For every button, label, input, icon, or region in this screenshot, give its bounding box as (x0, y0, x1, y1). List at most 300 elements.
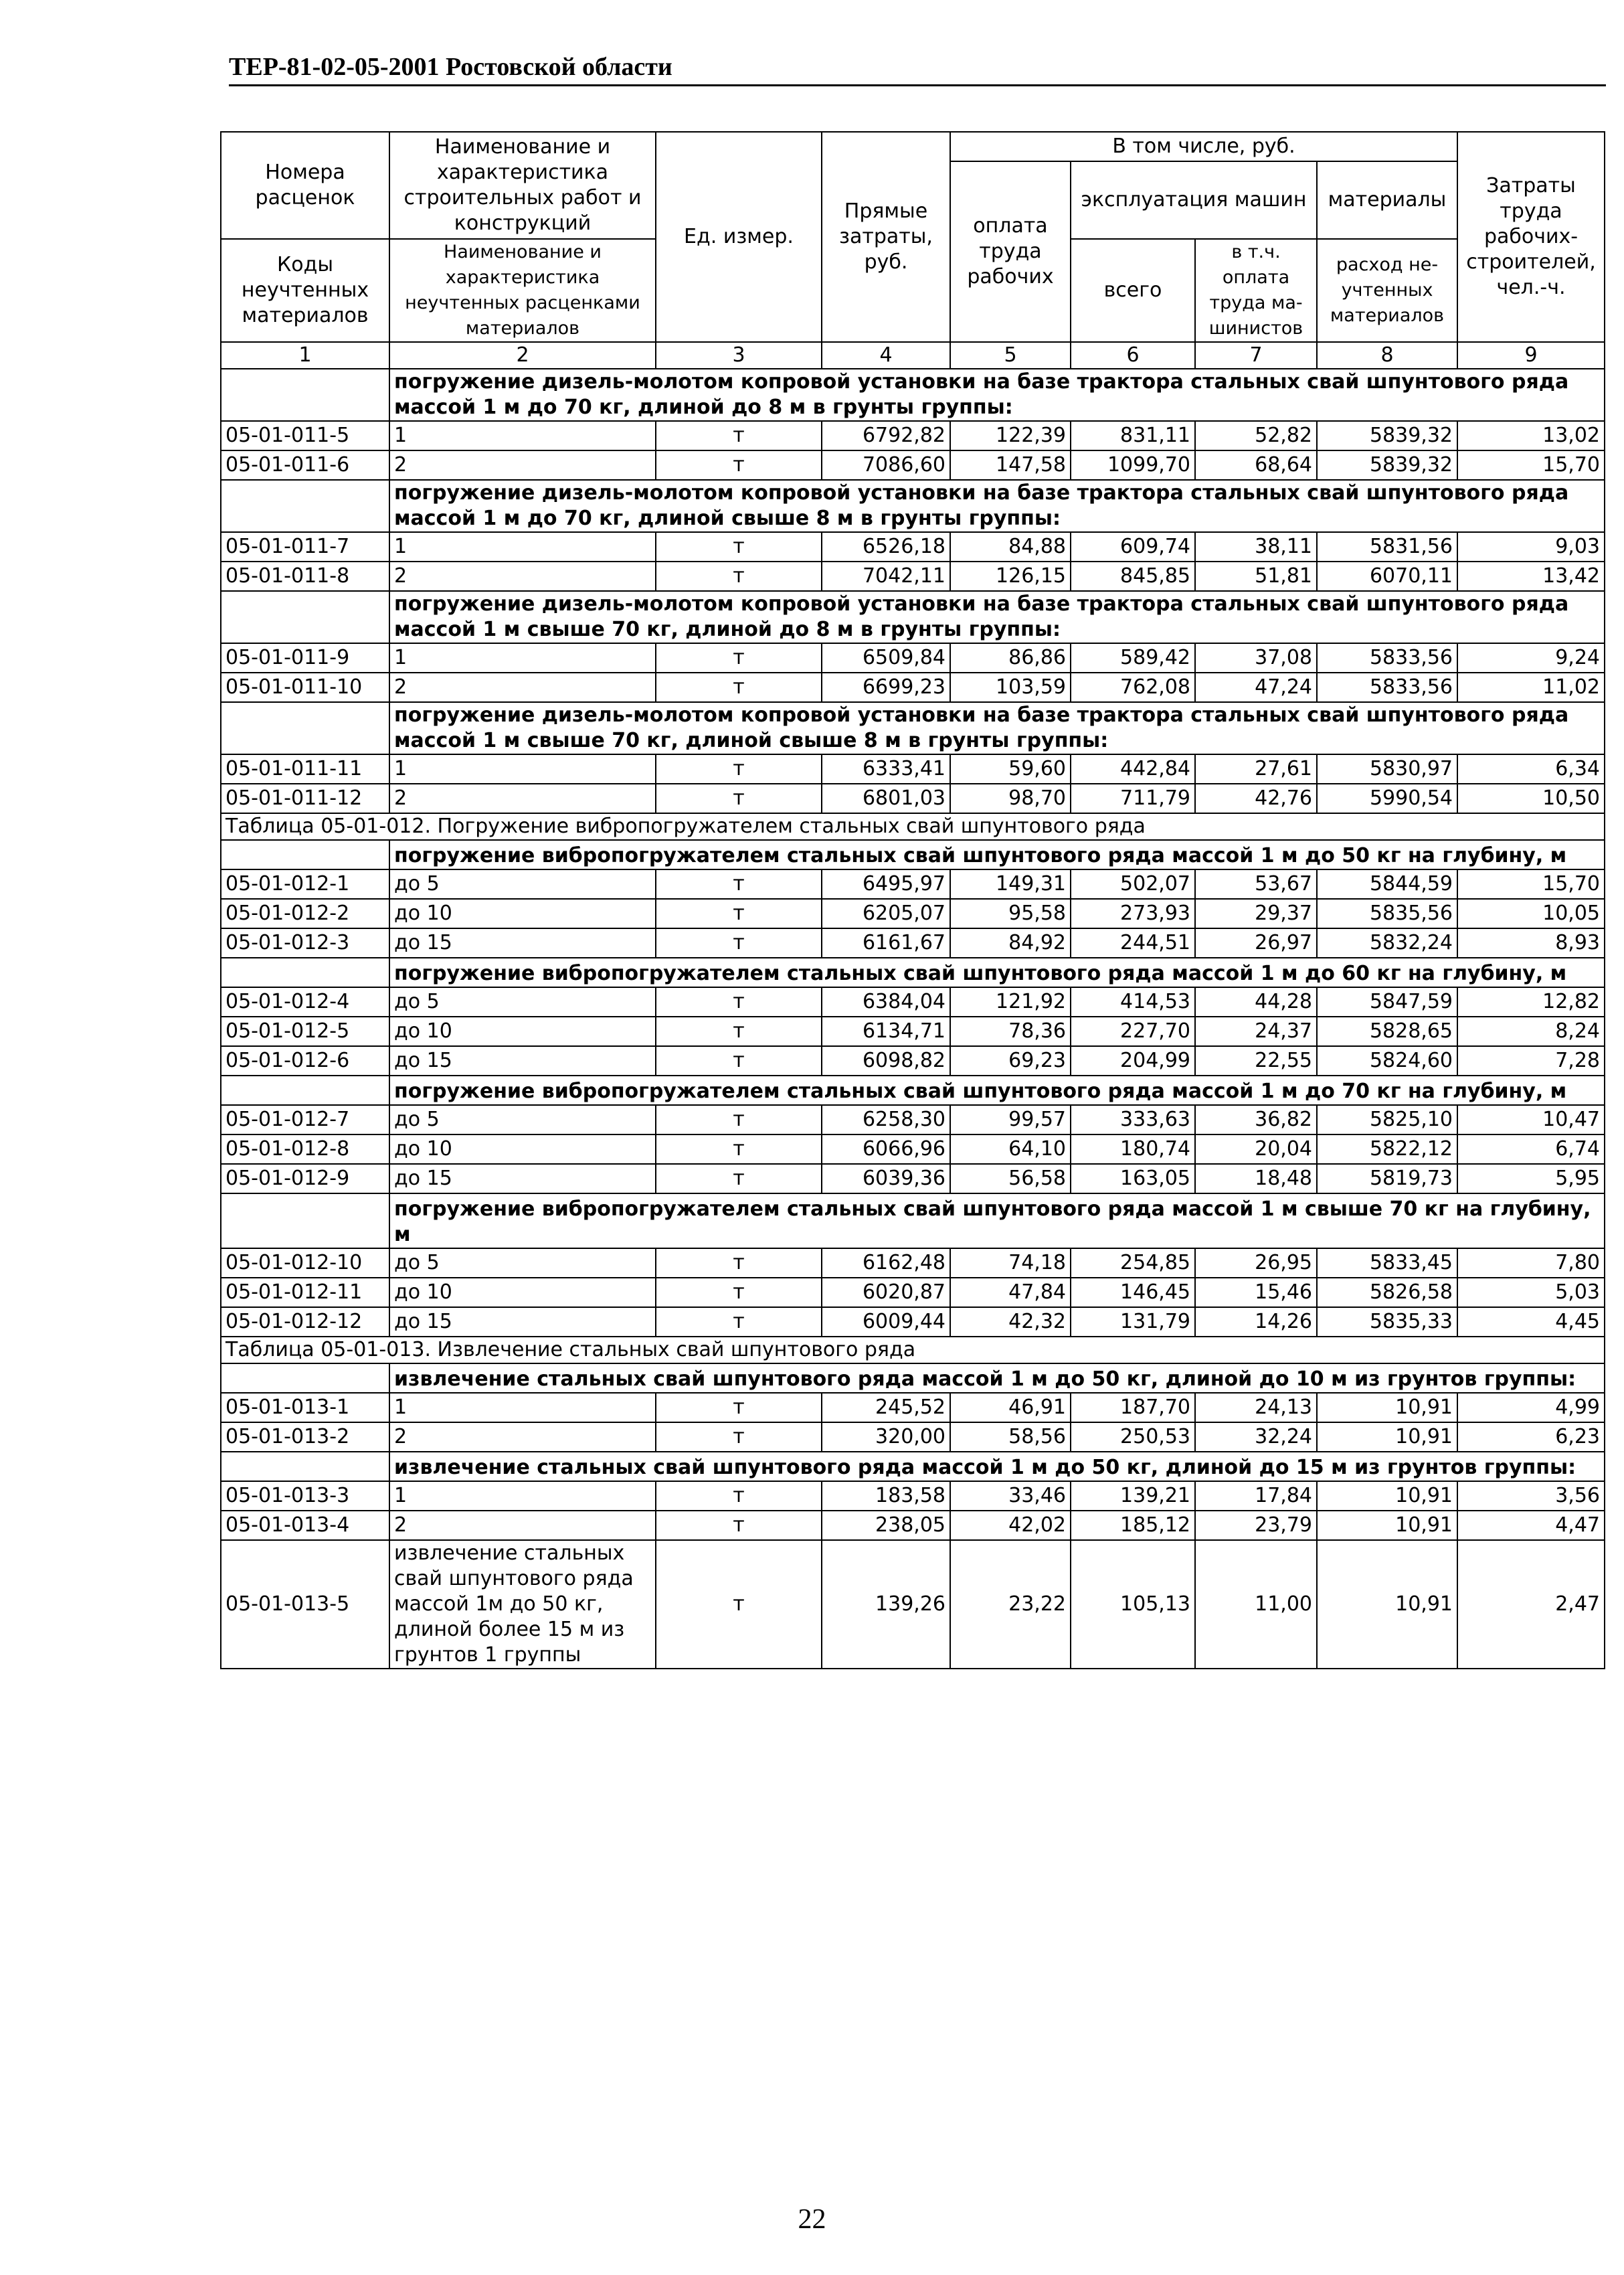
machinists-pay: 47,24 (1195, 673, 1317, 702)
unit: т (656, 1278, 822, 1307)
unit: т (656, 754, 822, 784)
table-row (221, 1481, 1605, 1511)
section-heading-row (221, 369, 1605, 421)
work-description: до 10 (389, 1278, 656, 1307)
section-heading: погружение вибропогружателем стальных свай шпунтового ряда массой 1 м до 60 кг на глубину, м (389, 958, 1605, 987)
table-title: Таблица 05-01-013. Извлечение стальных свай шпунтового ряда (221, 1337, 1605, 1363)
machines-total: 502,07 (1071, 869, 1195, 899)
worker-pay: 58,56 (950, 1422, 1071, 1452)
labor-hours: 3,56 (1457, 1481, 1605, 1511)
section-heading-spacer (221, 369, 389, 421)
material-consumption: 5830,97 (1317, 754, 1457, 784)
machines-total: 273,93 (1071, 899, 1195, 928)
material-consumption: 10,91 (1317, 1393, 1457, 1422)
work-description: 2 (389, 784, 656, 813)
work-description: 2 (389, 562, 656, 591)
work-description: до 5 (389, 987, 656, 1017)
direct-costs: 245,52 (822, 1393, 950, 1422)
worker-pay: 42,02 (950, 1511, 1071, 1540)
material-consumption: 5847,59 (1317, 987, 1457, 1017)
work-description: 1 (389, 1393, 656, 1422)
column-number: 4 (822, 342, 950, 369)
work-description: до 15 (389, 1307, 656, 1337)
table-row (221, 1278, 1605, 1307)
table-row (221, 1164, 1605, 1193)
material-consumption: 5839,32 (1317, 421, 1457, 450)
worker-pay: 59,60 (950, 754, 1071, 784)
material-consumption: 6070,11 (1317, 562, 1457, 591)
material-consumption: 5844,59 (1317, 869, 1457, 899)
work-description: 1 (389, 532, 656, 562)
header-rate-numbers: Номера расценок (221, 132, 389, 239)
rates-table-page (220, 131, 1604, 1669)
worker-pay: 56,58 (950, 1164, 1071, 1193)
material-consumption: 10,91 (1317, 1540, 1457, 1669)
table-012-body (221, 840, 1605, 1337)
machines-total: 180,74 (1071, 1134, 1195, 1164)
machines-total: 762,08 (1071, 673, 1195, 702)
table-013-heading (221, 1337, 1605, 1363)
rate-code: 05-01-012-4 (221, 987, 389, 1017)
labor-hours: 4,45 (1457, 1307, 1605, 1337)
labor-hours: 10,47 (1457, 1105, 1605, 1134)
machinists-pay: 68,64 (1195, 450, 1317, 480)
direct-costs: 183,58 (822, 1481, 950, 1511)
labor-hours: 10,05 (1457, 899, 1605, 928)
table-row (221, 1393, 1605, 1422)
labor-hours: 13,42 (1457, 562, 1605, 591)
section-heading: погружение дизель-молотом копровой установки на базе трактора стальных свай шпунтового ряда массой 1 м свыше 70 кг, длиной свыше 8 м в грунты группы: (389, 702, 1605, 754)
machines-total: 711,79 (1071, 784, 1195, 813)
work-description: 1 (389, 421, 656, 450)
machinists-pay: 20,04 (1195, 1134, 1317, 1164)
header-material-name: Наименование и характеристика неучтенных расценками материалов (389, 239, 656, 342)
column-number: 5 (950, 342, 1071, 369)
unit: т (656, 532, 822, 562)
table-row (221, 1046, 1605, 1076)
header-materials: материалы (1317, 161, 1457, 239)
section-heading: погружение вибропогружателем стальных свай шпунтового ряда массой 1 м до 70 кг на глубину, м (389, 1076, 1605, 1105)
table-row (221, 1422, 1605, 1452)
work-description: 2 (389, 1511, 656, 1540)
direct-costs: 6509,84 (822, 643, 950, 673)
direct-costs: 320,00 (822, 1422, 950, 1452)
section-heading-row (221, 1193, 1605, 1248)
worker-pay: 95,58 (950, 899, 1071, 928)
direct-costs: 6801,03 (822, 784, 950, 813)
table-row (221, 562, 1605, 591)
column-number: 6 (1071, 342, 1195, 369)
machines-total: 185,12 (1071, 1511, 1195, 1540)
table-row (221, 1134, 1605, 1164)
section-heading: погружение дизель-молотом копровой установки на базе трактора стальных свай шпунтового ряда массой 1 м свыше 70 кг, длиной до 8 м в грунты группы: (389, 591, 1605, 643)
unit: т (656, 450, 822, 480)
table-row (221, 928, 1605, 958)
direct-costs: 6205,07 (822, 899, 950, 928)
machinists-pay: 11,00 (1195, 1540, 1317, 1669)
header-labor-costs: Затраты труда рабочих-строителей, чел.-ч. (1457, 132, 1605, 342)
worker-pay: 147,58 (950, 450, 1071, 480)
machines-total: 333,63 (1071, 1105, 1195, 1134)
unit: т (656, 1393, 822, 1422)
labor-hours: 8,24 (1457, 1017, 1605, 1046)
machinists-pay: 29,37 (1195, 899, 1317, 928)
work-description: до 5 (389, 1105, 656, 1134)
rate-code: 05-01-013-2 (221, 1422, 389, 1452)
column-number: 2 (389, 342, 656, 369)
machinists-pay: 17,84 (1195, 1481, 1317, 1511)
machinists-pay: 24,13 (1195, 1393, 1317, 1422)
machinists-pay: 36,82 (1195, 1105, 1317, 1134)
worker-pay: 47,84 (950, 1278, 1071, 1307)
unit: т (656, 1248, 822, 1278)
unit: т (656, 1422, 822, 1452)
section-heading-row (221, 840, 1605, 869)
material-consumption: 5826,58 (1317, 1278, 1457, 1307)
worker-pay: 42,32 (950, 1307, 1071, 1337)
work-description: извлечение стальных свай шпунтового ряда массой 1м до 50 кг, длиной более 15 м из грунтов 1 группы (389, 1540, 656, 1669)
material-consumption: 5990,54 (1317, 784, 1457, 813)
rate-code: 05-01-012-9 (221, 1164, 389, 1193)
unit: т (656, 899, 822, 928)
direct-costs: 6333,41 (822, 754, 950, 784)
labor-hours: 7,80 (1457, 1248, 1605, 1278)
section-heading: извлечение стальных свай шпунтового ряда массой 1 м до 50 кг, длиной до 15 м из грунтов группы: (389, 1452, 1605, 1481)
column-number: 9 (1457, 342, 1605, 369)
rate-code: 05-01-012-8 (221, 1134, 389, 1164)
labor-hours: 6,34 (1457, 754, 1605, 784)
worker-pay: 98,70 (950, 784, 1071, 813)
worker-pay: 86,86 (950, 643, 1071, 673)
worker-pay: 84,88 (950, 532, 1071, 562)
rate-code: 05-01-012-7 (221, 1105, 389, 1134)
machinists-pay: 51,81 (1195, 562, 1317, 591)
machines-total: 831,11 (1071, 421, 1195, 450)
table-row (221, 987, 1605, 1017)
material-consumption: 5835,33 (1317, 1307, 1457, 1337)
direct-costs: 6066,96 (822, 1134, 950, 1164)
rate-code: 05-01-011-5 (221, 421, 389, 450)
unit: т (656, 1540, 822, 1669)
machines-total: 105,13 (1071, 1540, 1195, 1669)
work-description: до 15 (389, 928, 656, 958)
rate-code: 05-01-012-3 (221, 928, 389, 958)
labor-hours: 15,70 (1457, 869, 1605, 899)
rate-code: 05-01-013-4 (221, 1511, 389, 1540)
rate-code: 05-01-011-6 (221, 450, 389, 480)
worker-pay: 78,36 (950, 1017, 1071, 1046)
table-013-body (221, 1363, 1605, 1669)
labor-hours: 2,47 (1457, 1540, 1605, 1669)
machines-total: 254,85 (1071, 1248, 1195, 1278)
work-description: 2 (389, 1422, 656, 1452)
unit: т (656, 784, 822, 813)
rate-code: 05-01-012-2 (221, 899, 389, 928)
work-description: 1 (389, 754, 656, 784)
direct-costs: 6526,18 (822, 532, 950, 562)
unit: т (656, 1017, 822, 1046)
rate-code: 05-01-013-1 (221, 1393, 389, 1422)
material-consumption: 10,91 (1317, 1481, 1457, 1511)
work-description: 1 (389, 1481, 656, 1511)
material-consumption: 5833,56 (1317, 643, 1457, 673)
machines-total: 227,70 (1071, 1017, 1195, 1046)
unit: т (656, 421, 822, 450)
section-heading-row (221, 1076, 1605, 1105)
work-description: 2 (389, 673, 656, 702)
rate-code: 05-01-011-12 (221, 784, 389, 813)
unit: т (656, 869, 822, 899)
direct-costs: 6162,48 (822, 1248, 950, 1278)
header-direct-costs: Прямые затраты, руб. (822, 132, 950, 342)
worker-pay: 149,31 (950, 869, 1071, 899)
rate-code: 05-01-012-10 (221, 1248, 389, 1278)
running-head: ТЕР-81-02-05-2001 Ростовской области (229, 52, 1606, 86)
worker-pay: 69,23 (950, 1046, 1071, 1076)
rate-code: 05-01-011-10 (221, 673, 389, 702)
worker-pay: 126,15 (950, 562, 1071, 591)
direct-costs: 6009,44 (822, 1307, 950, 1337)
unit: т (656, 673, 822, 702)
column-number: 3 (656, 342, 822, 369)
machines-total: 589,42 (1071, 643, 1195, 673)
machinists-pay: 18,48 (1195, 1164, 1317, 1193)
rate-code: 05-01-013-3 (221, 1481, 389, 1511)
material-consumption: 5828,65 (1317, 1017, 1457, 1046)
machines-total: 414,53 (1071, 987, 1195, 1017)
work-description: до 10 (389, 1017, 656, 1046)
section-heading-row (221, 591, 1605, 643)
unit: т (656, 1134, 822, 1164)
section-heading-row (221, 958, 1605, 987)
direct-costs: 6134,71 (822, 1017, 950, 1046)
material-consumption: 5833,56 (1317, 673, 1457, 702)
machines-total: 244,51 (1071, 928, 1195, 958)
material-consumption: 5832,24 (1317, 928, 1457, 958)
work-description: 1 (389, 643, 656, 673)
worker-pay: 99,57 (950, 1105, 1071, 1134)
rate-code: 05-01-012-6 (221, 1046, 389, 1076)
table-011-body (221, 369, 1605, 813)
machines-total: 250,53 (1071, 1422, 1195, 1452)
material-consumption: 10,91 (1317, 1422, 1457, 1452)
worker-pay: 46,91 (950, 1393, 1071, 1422)
section-heading: погружение вибропогружателем стальных свай шпунтового ряда массой 1 м свыше 70 кг на глубину, м (389, 1193, 1605, 1248)
table-row (221, 1017, 1605, 1046)
header-unit: Ед. измер. (656, 132, 822, 342)
work-description: до 5 (389, 869, 656, 899)
labor-hours: 8,93 (1457, 928, 1605, 958)
rate-code: 05-01-011-9 (221, 643, 389, 673)
column-number: 7 (1195, 342, 1317, 369)
section-heading-spacer (221, 1193, 389, 1248)
direct-costs: 6699,23 (822, 673, 950, 702)
unit: т (656, 1307, 822, 1337)
machines-total: 139,21 (1071, 1481, 1195, 1511)
machines-total: 442,84 (1071, 754, 1195, 784)
table-row (221, 869, 1605, 899)
unit: т (656, 1481, 822, 1511)
labor-hours: 6,23 (1457, 1422, 1605, 1452)
section-heading-row (221, 702, 1605, 754)
machines-total: 609,74 (1071, 532, 1195, 562)
table-title: Таблица 05-01-012. Погружение вибропогружателем стальных свай шпунтового ряда (221, 813, 1605, 840)
section-heading-spacer (221, 958, 389, 987)
table-012-heading (221, 813, 1605, 840)
material-consumption: 5822,12 (1317, 1134, 1457, 1164)
rate-code: 05-01-013-5 (221, 1540, 389, 1669)
machinists-pay: 15,46 (1195, 1278, 1317, 1307)
section-heading-spacer (221, 840, 389, 869)
work-description: до 15 (389, 1046, 656, 1076)
direct-costs: 238,05 (822, 1511, 950, 1540)
section-heading-row (221, 1363, 1605, 1393)
work-description: до 10 (389, 1134, 656, 1164)
worker-pay: 84,92 (950, 928, 1071, 958)
machines-total: 146,45 (1071, 1278, 1195, 1307)
material-consumption: 5833,45 (1317, 1248, 1457, 1278)
section-heading-spacer (221, 591, 389, 643)
table-row (221, 673, 1605, 702)
page-number: 22 (798, 2204, 826, 2235)
machines-total: 1099,70 (1071, 450, 1195, 480)
material-consumption: 5819,73 (1317, 1164, 1457, 1193)
machines-total: 845,85 (1071, 562, 1195, 591)
section-heading-row (221, 1452, 1605, 1481)
unit: т (656, 987, 822, 1017)
machinists-pay: 14,26 (1195, 1307, 1317, 1337)
header-including: В том числе, руб. (950, 132, 1457, 161)
machinists-pay: 37,08 (1195, 643, 1317, 673)
labor-hours: 9,03 (1457, 532, 1605, 562)
labor-hours: 4,47 (1457, 1511, 1605, 1540)
machinists-pay: 27,61 (1195, 754, 1317, 784)
table-row (221, 1105, 1605, 1134)
labor-hours: 4,99 (1457, 1393, 1605, 1422)
unit: т (656, 562, 822, 591)
unit: т (656, 928, 822, 958)
labor-hours: 5,03 (1457, 1278, 1605, 1307)
work-description: до 5 (389, 1248, 656, 1278)
material-consumption: 5825,10 (1317, 1105, 1457, 1134)
machinists-pay: 26,97 (1195, 928, 1317, 958)
worker-pay: 64,10 (950, 1134, 1071, 1164)
unit: т (656, 1046, 822, 1076)
machinists-pay: 42,76 (1195, 784, 1317, 813)
machinists-pay: 32,24 (1195, 1422, 1317, 1452)
direct-costs: 7086,60 (822, 450, 950, 480)
section-heading: погружение дизель-молотом копровой установки на базе трактора стальных свай шпунтового ряда массой 1 м до 70 кг, длиной свыше 8 м в грунты группы: (389, 480, 1605, 532)
unit: т (656, 1105, 822, 1134)
work-description: до 15 (389, 1164, 656, 1193)
unit: т (656, 1164, 822, 1193)
rates-table (220, 131, 1605, 1669)
table-row (221, 899, 1605, 928)
section-heading: погружение вибропогружателем стальных свай шпунтового ряда массой 1 м до 50 кг на глубину, м (389, 840, 1605, 869)
direct-costs: 6384,04 (822, 987, 950, 1017)
labor-hours: 12,82 (1457, 987, 1605, 1017)
machines-total: 187,70 (1071, 1393, 1195, 1422)
labor-hours: 6,74 (1457, 1134, 1605, 1164)
work-description: 2 (389, 450, 656, 480)
unit: т (656, 643, 822, 673)
section-heading-spacer (221, 1363, 389, 1393)
machinists-pay: 23,79 (1195, 1511, 1317, 1540)
labor-hours: 9,24 (1457, 643, 1605, 673)
material-consumption: 5824,60 (1317, 1046, 1457, 1076)
section-heading-row (221, 480, 1605, 532)
material-consumption: 5831,56 (1317, 532, 1457, 562)
direct-costs: 6098,82 (822, 1046, 950, 1076)
header-material-codes: Коды неучтенных материалов (221, 239, 389, 342)
section-heading: извлечение стальных свай шпунтового ряда массой 1 м до 50 кг, длиной до 10 м из грунтов группы: (389, 1363, 1605, 1393)
machinists-pay: 53,67 (1195, 869, 1317, 899)
table-header (221, 132, 1605, 369)
header-material-consumption: расход не-учтенных материалов (1317, 239, 1457, 342)
section-heading-spacer (221, 480, 389, 532)
rate-code: 05-01-012-11 (221, 1278, 389, 1307)
section-heading-spacer (221, 1076, 389, 1105)
direct-costs: 6258,30 (822, 1105, 950, 1134)
machinists-pay: 24,37 (1195, 1017, 1317, 1046)
worker-pay: 122,39 (950, 421, 1071, 450)
direct-costs: 7042,11 (822, 562, 950, 591)
unit: т (656, 1511, 822, 1540)
worker-pay: 33,46 (950, 1481, 1071, 1511)
labor-hours: 10,50 (1457, 784, 1605, 813)
header-machinists-pay: в т.ч. оплата труда ма-шинистов (1195, 239, 1317, 342)
labor-hours: 7,28 (1457, 1046, 1605, 1076)
labor-hours: 11,02 (1457, 673, 1605, 702)
direct-costs: 139,26 (822, 1540, 950, 1669)
rate-code: 05-01-011-7 (221, 532, 389, 562)
direct-costs: 6792,82 (822, 421, 950, 450)
table-row (221, 450, 1605, 480)
machines-total: 204,99 (1071, 1046, 1195, 1076)
machinists-pay: 44,28 (1195, 987, 1317, 1017)
table-row (221, 532, 1605, 562)
table-row (221, 754, 1605, 784)
rate-code: 05-01-012-12 (221, 1307, 389, 1337)
machinists-pay: 26,95 (1195, 1248, 1317, 1278)
direct-costs: 6161,67 (822, 928, 950, 958)
section-heading-spacer (221, 702, 389, 754)
worker-pay: 23,22 (950, 1540, 1071, 1669)
rate-code: 05-01-011-8 (221, 562, 389, 591)
table-row (221, 784, 1605, 813)
header-worker-pay: оплата труда рабочих (950, 161, 1071, 342)
work-description: до 10 (389, 899, 656, 928)
rate-code: 05-01-012-5 (221, 1017, 389, 1046)
material-consumption: 5835,56 (1317, 899, 1457, 928)
header-machines-total: всего (1071, 239, 1195, 342)
machines-total: 163,05 (1071, 1164, 1195, 1193)
column-number: 1 (221, 342, 389, 369)
table-row (221, 421, 1605, 450)
section-heading-spacer (221, 1452, 389, 1481)
machinists-pay: 22,55 (1195, 1046, 1317, 1076)
machines-total: 131,79 (1071, 1307, 1195, 1337)
worker-pay: 121,92 (950, 987, 1071, 1017)
direct-costs: 6020,87 (822, 1278, 950, 1307)
header-machines: эксплуатация машин (1071, 161, 1317, 239)
direct-costs: 6039,36 (822, 1164, 950, 1193)
table-row (221, 643, 1605, 673)
rate-code: 05-01-011-11 (221, 754, 389, 784)
worker-pay: 74,18 (950, 1248, 1071, 1278)
rate-code: 05-01-012-1 (221, 869, 389, 899)
table-row (221, 1307, 1605, 1337)
